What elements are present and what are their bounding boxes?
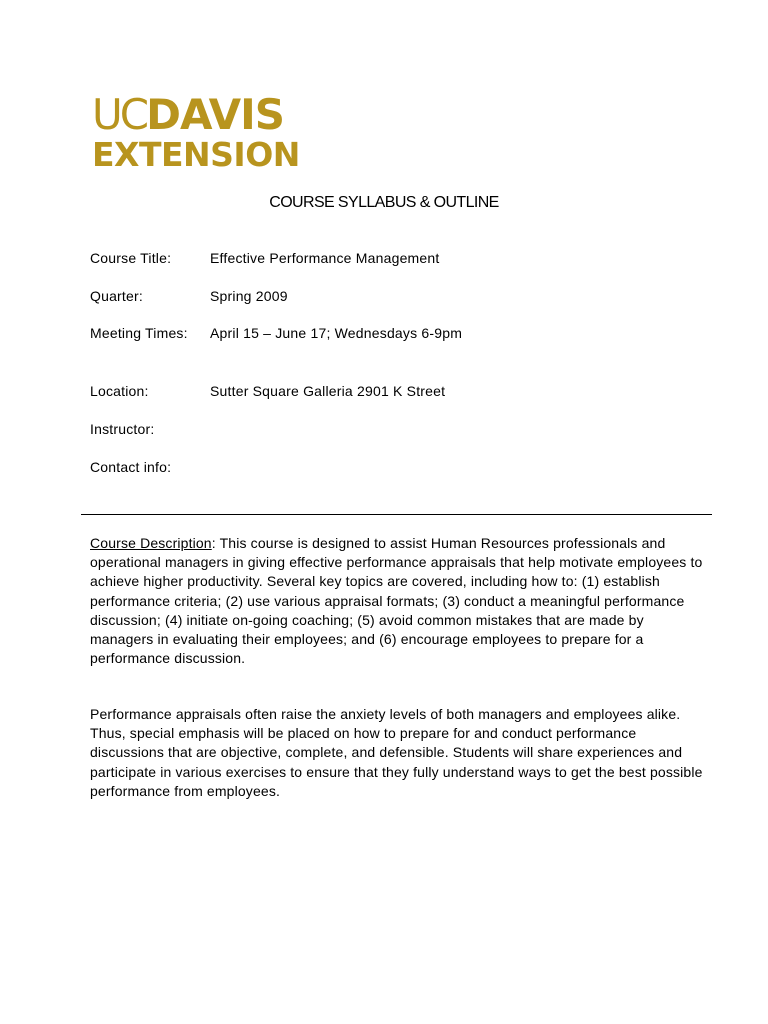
field-label: Course Title: bbox=[90, 250, 172, 266]
logo-uc-text: UC bbox=[92, 90, 147, 139]
course-description-colon: : bbox=[211, 535, 220, 551]
field-value: Spring 2009 bbox=[210, 288, 288, 304]
field-label: Contact info: bbox=[90, 459, 172, 475]
uc-davis-extension-logo bbox=[92, 90, 322, 174]
logo-line-ucdavis bbox=[92, 90, 322, 139]
field-label: Location: bbox=[90, 383, 149, 399]
field-label: Instructor: bbox=[90, 421, 155, 437]
course-description-heading: Course Description bbox=[90, 535, 212, 551]
field-value: Sutter Square Galleria 2901 K Street bbox=[210, 383, 446, 399]
performance-appraisal-paragraph: Performance appraisals often raise the anxiety levels of both managers and employees alike. Thus, special emphasis will be placed on how to prepare for and conduct performance discussions that are objective, complete, and defensible. Students will share experiences and participate in various exercises to ensure that they fully understand ways to get the best possible performance from employees. bbox=[90, 706, 703, 799]
logo-davis-text: DAVIS bbox=[146, 90, 284, 139]
field-value: April 15 – June 17; Wednesdays 6-9pm bbox=[210, 325, 463, 341]
field-value: Effective Performance Management bbox=[210, 250, 440, 266]
logo-extension-text: EXTENSION bbox=[92, 135, 300, 174]
field-label: Quarter: bbox=[90, 288, 143, 304]
course-description-text: This course is designed to assist Human Resources professionals and operational managers in giving effective performance appraisals that help motivate employees to achieve higher productivity. Several key topics are covered, including how to: (1) establish performance criteria; (2) use various appraisal formats; (3) conduct a meaningful performance discussion; (4) initiate on-going coaching; (5) avoid common mistakes that are made by managers in evaluating their employees; and (6) encourage employees to prepare for a performance discussion. bbox=[90, 535, 703, 667]
course-description-paragraph bbox=[90, 534, 704, 668]
section-divider bbox=[81, 514, 712, 515]
field-label: Meeting Times: bbox=[90, 325, 188, 341]
document-title: COURSE SYLLABUS & OUTLINE bbox=[269, 194, 499, 211]
